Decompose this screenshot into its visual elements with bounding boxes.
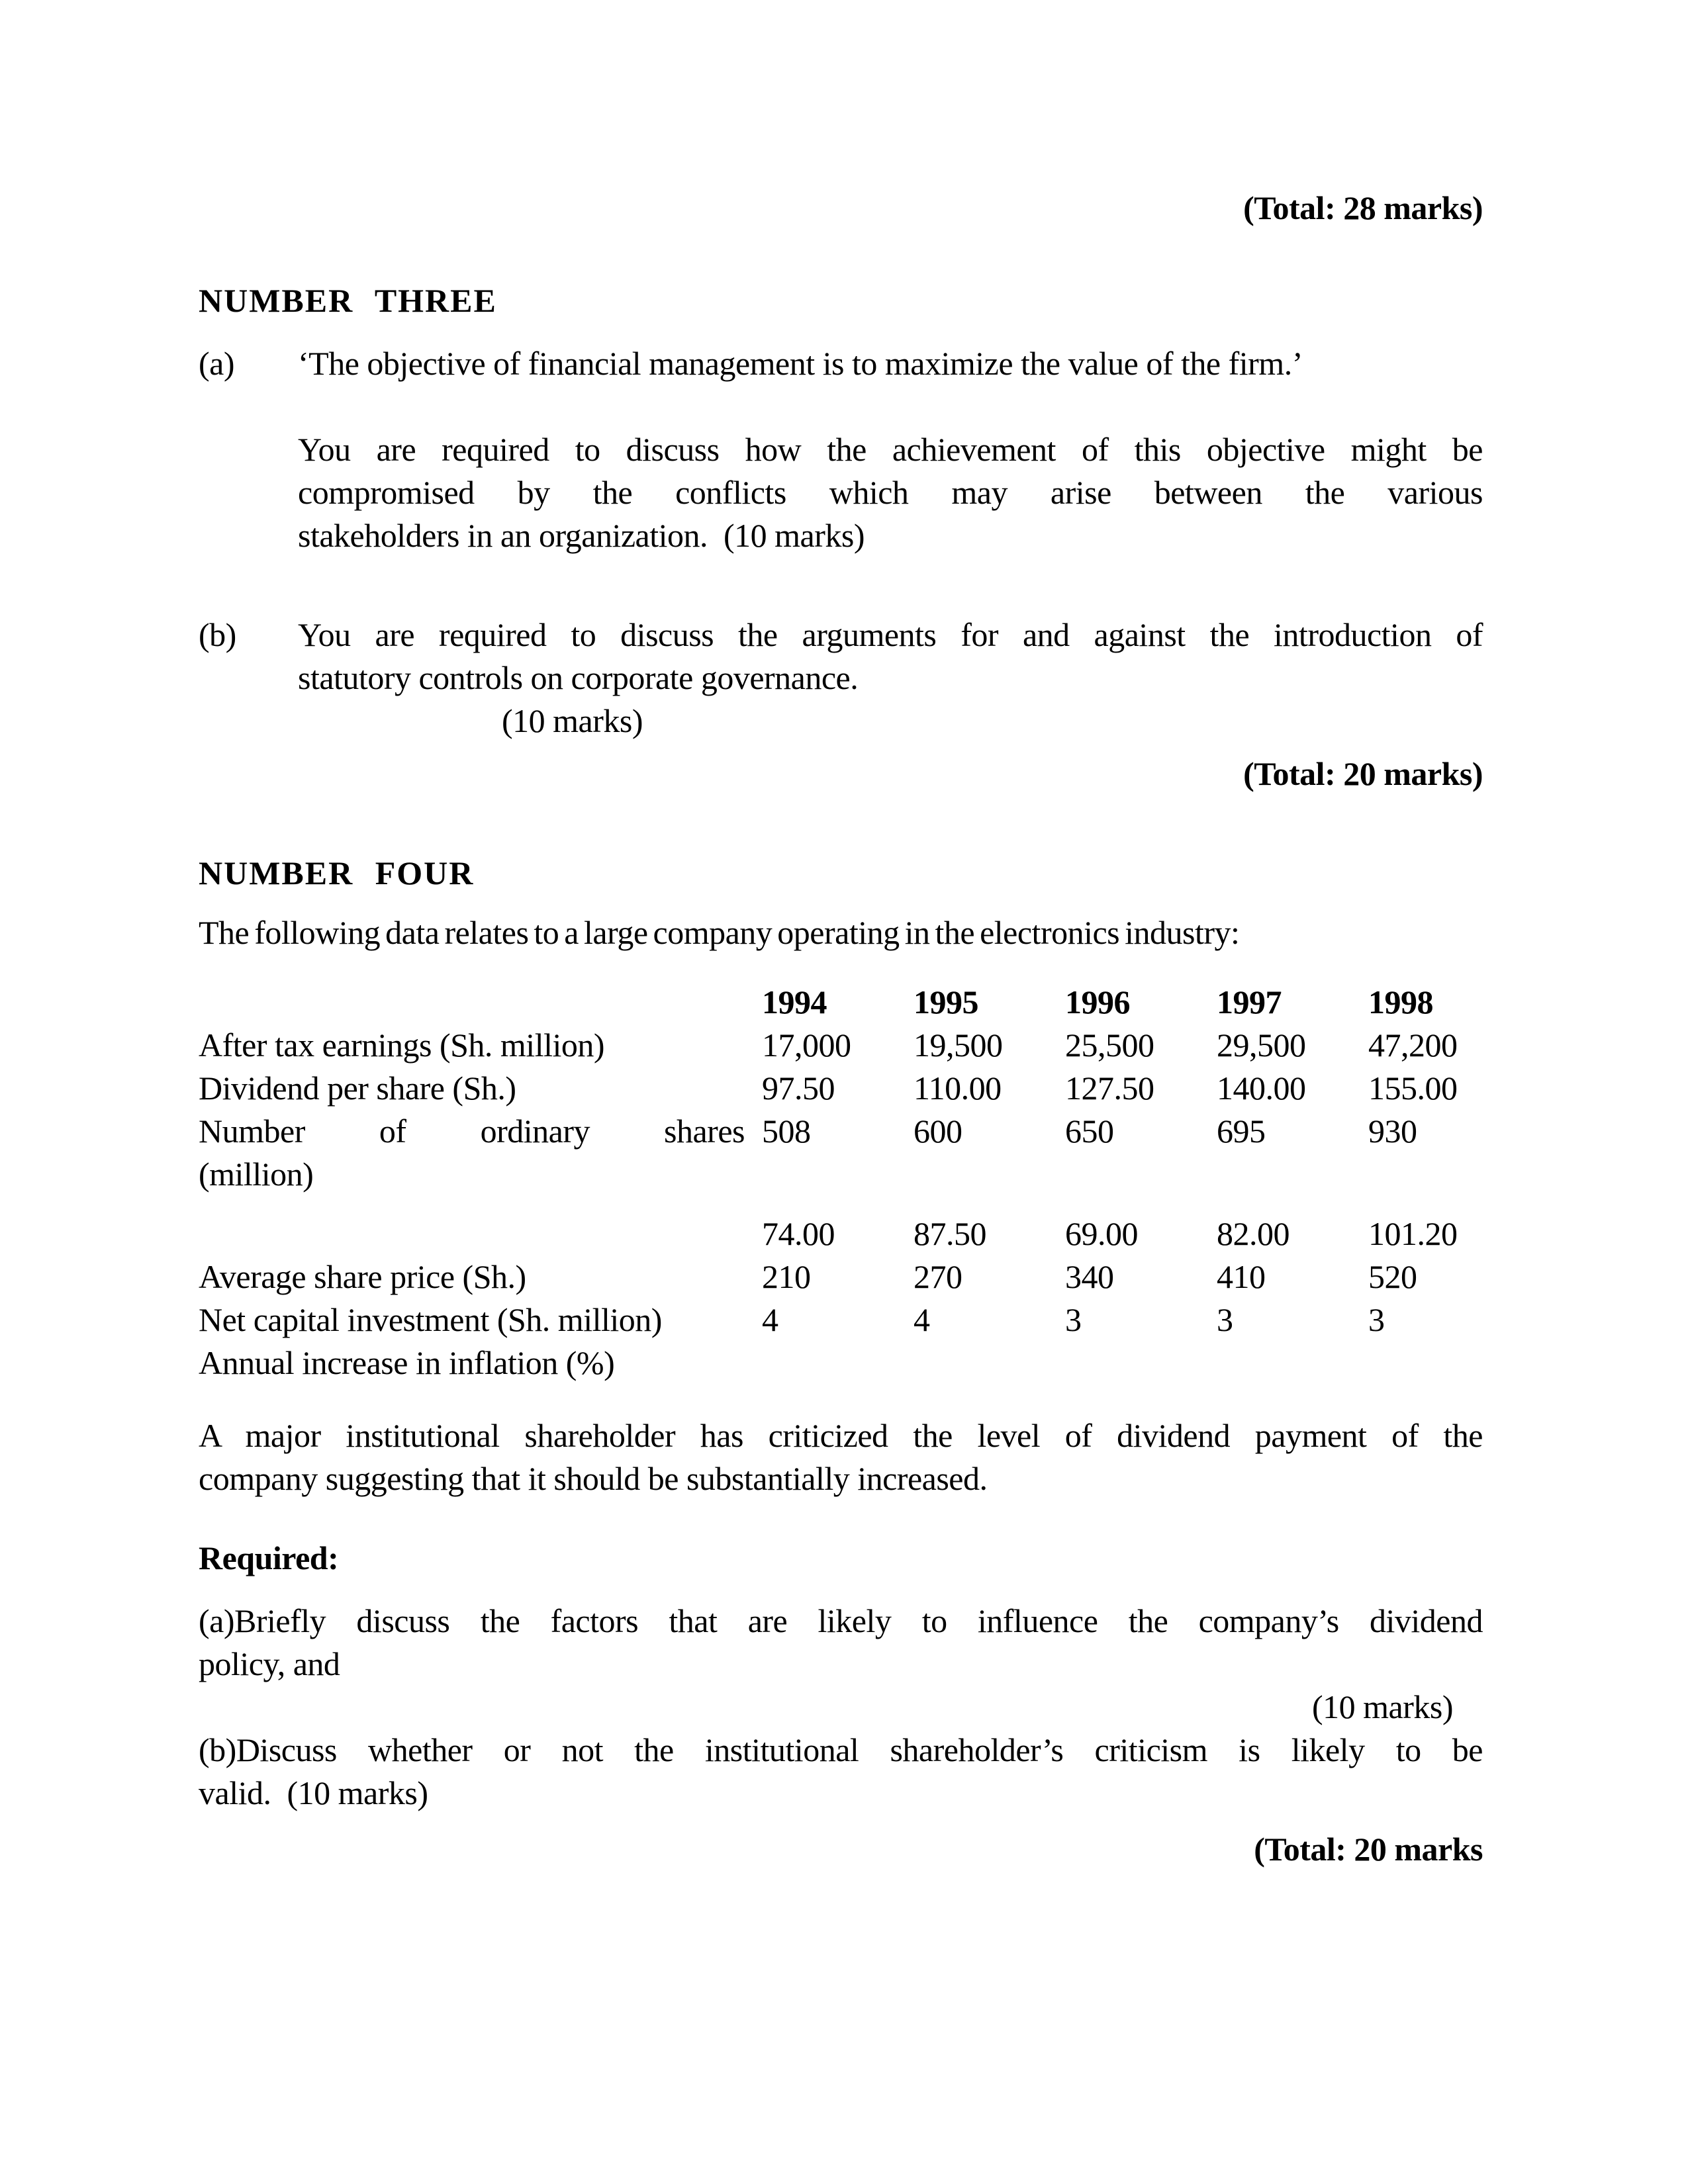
value-1995: 19,500: [914, 1026, 1003, 1064]
value-1994: 4: [762, 1301, 778, 1338]
total-marks-20-q3: (Total: 20 marks): [1243, 755, 1483, 792]
page-content: [199, 187, 1483, 1871]
question-3a-label: (a): [199, 345, 234, 382]
question-3a-quote: ‘The objective of financial management is to maximize the value of the firm.’: [298, 345, 1303, 382]
value-1997: 82.00: [1217, 1215, 1289, 1252]
question-3a-body-line-2: compromised by the conflicts which may arise between the various: [298, 474, 1483, 511]
section-heading-number-four: NUMBER FOUR: [199, 854, 475, 891]
value-1997: [1217, 1342, 1368, 1385]
table-header-row: [199, 981, 1483, 1024]
value-1998: 47,200: [1368, 1026, 1458, 1064]
question-4-intro: The following data relates to a large company operating in the electronics industry:: [199, 914, 1240, 951]
shareholder-note-line-2: company suggesting that it should be substantially increased.: [199, 1460, 988, 1497]
question-4b-line-2: valid. (10 marks): [199, 1774, 428, 1811]
question-3a-body-line-3: stakeholders in an organization. (10 marks): [298, 517, 865, 554]
required-heading: Required:: [199, 1539, 339, 1576]
table-row-annual-increase-in-inflation: [199, 1342, 1483, 1385]
question-3a-body-line-1: You are required to discuss how the achievement of this objective might be: [298, 431, 1483, 468]
value-1997: 29,500: [1217, 1026, 1306, 1064]
value-1994: [762, 1342, 914, 1385]
question-4a: [199, 1600, 1483, 1686]
value-1998: 155.00: [1368, 1069, 1458, 1107]
value-1995: [914, 1342, 1065, 1385]
value-1998: [1368, 1153, 1483, 1196]
value-1995: 600: [914, 1113, 962, 1150]
total-marks-28: (Total: 28 marks): [1243, 189, 1483, 226]
value-1994: [762, 1153, 914, 1196]
value-1998: 3: [1368, 1301, 1385, 1338]
total-marks-20-q4: (Total: 20 marks: [1254, 1831, 1483, 1868]
table-header-year-1994: 1994: [762, 983, 827, 1021]
value-1996: 25,500: [1065, 1026, 1154, 1064]
row-label: Dividend per share (Sh.): [199, 1069, 516, 1107]
table-row-number-of-ordinary-shares: [199, 1110, 1483, 1153]
question-4b-line-1: [199, 1729, 1483, 1772]
row-label: Net capital investment (Sh. million): [199, 1301, 662, 1338]
value-1995: 110.00: [914, 1069, 1002, 1107]
table-row-after-tax-earnings: [199, 1024, 1483, 1067]
table-row-average-share-price: [199, 1255, 1483, 1298]
question-3b-marks: (10 marks): [502, 702, 643, 739]
row-label: (million): [199, 1156, 314, 1193]
value-1994: 508: [762, 1113, 811, 1150]
question-4a-text: Briefly discuss the factors that are likely to influence the company’s dividend: [234, 1602, 1483, 1639]
value-1997: 410: [1217, 1258, 1266, 1295]
row-label: [199, 1212, 762, 1255]
value-1996: [1065, 1153, 1217, 1196]
table-row-unlabeled-values: [199, 1196, 1483, 1255]
section-heading-number-three: NUMBER THREE: [199, 282, 497, 319]
question-4b-text: Discuss whether or not the institutional shareholder’s criticism is likely to be: [236, 1731, 1483, 1768]
value-1997: 3: [1217, 1301, 1233, 1338]
value-1998: 520: [1368, 1258, 1417, 1295]
value-1997: 695: [1217, 1113, 1266, 1150]
table-header-year-1996: 1996: [1065, 983, 1130, 1021]
row-label: Number of ordinary shares: [199, 1113, 745, 1150]
question-4a-label: (a): [199, 1602, 234, 1639]
table-header-year-1997: 1997: [1217, 983, 1282, 1021]
value-1994: 97.50: [762, 1069, 835, 1107]
value-1998: 101.20: [1368, 1215, 1458, 1252]
row-label: Annual increase in inflation (%): [199, 1344, 615, 1381]
value-1997: 140.00: [1217, 1069, 1306, 1107]
question-3b-label: (b): [199, 616, 236, 653]
value-1994: 74.00: [762, 1215, 835, 1252]
question-4b-label: (b): [199, 1731, 236, 1768]
question-3a-body: [298, 428, 1483, 557]
question-3b-line-1: You are required to discuss the arguments for and against the introduction of: [298, 616, 1483, 653]
table-header-year-1998: 1998: [1368, 983, 1433, 1021]
value-1996: 3: [1065, 1301, 1082, 1338]
question-4a-marks: (10 marks): [1312, 1688, 1453, 1725]
table-header-year-1995: 1995: [914, 983, 978, 1021]
value-1996: 69.00: [1065, 1215, 1138, 1252]
value-1994: 17,000: [762, 1026, 851, 1064]
value-1995: [914, 1153, 1065, 1196]
value-1995: 270: [914, 1258, 962, 1295]
question-4a-line-1: [199, 1600, 1483, 1643]
row-label: Average share price (Sh.): [199, 1258, 526, 1295]
question-3b-body: [298, 614, 1483, 743]
question-4b: [199, 1729, 1483, 1815]
financial-data-table: [199, 981, 1483, 1385]
value-1995: 4: [914, 1301, 930, 1338]
value-1996: [1065, 1342, 1217, 1385]
value-1995: 87.50: [914, 1215, 986, 1252]
table-row-net-capital-investment: [199, 1298, 1483, 1342]
table-header-spacer: [199, 981, 762, 1024]
shareholder-note: [199, 1414, 1483, 1500]
question-3b: [199, 614, 1483, 743]
question-3b-line-2: statutory controls on corporate governance.: [298, 659, 859, 696]
value-1996: 650: [1065, 1113, 1114, 1150]
question-4a-line-2: policy, and: [199, 1645, 340, 1682]
row-label: After tax earnings (Sh. million): [199, 1026, 605, 1064]
value-1998: 930: [1368, 1113, 1417, 1150]
shareholder-note-line-1: A major institutional shareholder has criticized the level of dividend payment of the: [199, 1417, 1483, 1454]
value-1997: [1217, 1153, 1368, 1196]
question-3a: [199, 342, 1483, 385]
value-1994: 210: [762, 1258, 811, 1295]
table-row-dividend-per-share: [199, 1067, 1483, 1110]
value-1996: 340: [1065, 1258, 1114, 1295]
value-1998: [1368, 1342, 1483, 1385]
value-1996: 127.50: [1065, 1069, 1154, 1107]
table-row-million-continuation: [199, 1153, 1483, 1196]
